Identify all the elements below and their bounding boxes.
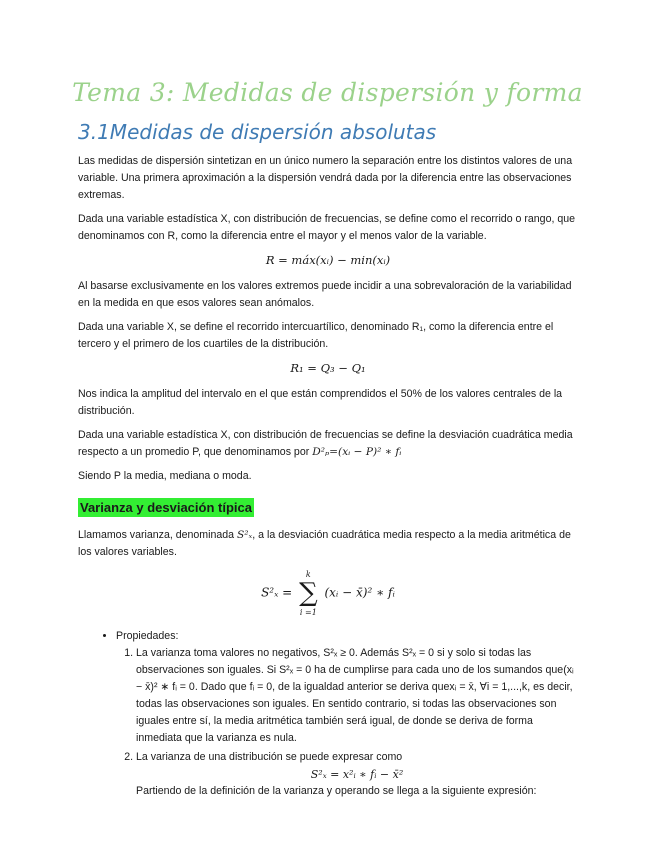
variance-symbol: S²ₓ [237, 529, 253, 541]
equation-iqr: R₁ = Q₃ − Q₁ [290, 361, 366, 375]
list-item [116, 628, 578, 800]
paragraph-deviation-definition [78, 427, 578, 461]
variance-text-b: , a la desviación cuadrática media respecto a la media aritmética de los valores variables. [78, 529, 571, 558]
paragraph-intro: Las medidas de dispersión sintetizan en un único numero la separación entre los distintos valores de una variable. Una primera aproximación a la dispersión vendrá dada por la diferencia entre las observaciones extremas. [78, 155, 573, 201]
variance-text-a: Llamamos varianza, denominada [78, 529, 235, 541]
highlighted-heading: Varianza y desviación típica [80, 500, 252, 515]
paragraph-range-definition: Dada una variable estadística X, con distribución de frecuencias, se define como el recorrido o rango, que denominamos con R, como la diferencia entre el mayor y el menos valor de la variable. [78, 213, 576, 242]
sum-rhs: (xᵢ − x̄)² ∗ fᵢ [324, 585, 395, 600]
properties-numbered-list [116, 645, 578, 800]
deviation-formula: D²ₚ=(xᵢ − P)² ∗ fᵢ [312, 446, 402, 458]
sum-upper-limit: k [305, 570, 311, 579]
list-item: 1. La varianza toma valores no negativos, S²ₓ ≥ 0. Además S²ₓ = 0 si y solo si todas las observaciones son iguales. Si S²ₓ = 0 ha de cumplirse para cada uno de los sumandos que(xᵢ − x̄)² ∗ fᵢ = 0. Dado que fᵢ = 0, de la igualdad anterior se deriva quexᵢ = x̄, ∀i = 1,...,k, es decir, todas las observaciones son iguales. En sentido contrario, si todas las observaciones son iguales entre sí, la media aritmética también será igual, de donde se deriva de forma inmediata que la varianza es nula. [136, 645, 578, 747]
paragraph-variance-definition [78, 527, 578, 561]
equation-range: R = máx(xᵢ) − min(xᵢ) [265, 253, 391, 267]
paragraph-iqr-definition: Dada una variable X, se define el recorrido intercuartílico, denominado R₁, como la diferencia entre el tercero y el primero de los cuartiles de la distribución. [78, 321, 554, 350]
list-item [136, 749, 578, 800]
sigma-symbol: ∑ [299, 578, 318, 608]
properties-label: Propiedades: [116, 630, 179, 642]
deviation-text: Dada una variable estadística X, con distribución de frecuencias se define la desviación cuadrática media respecto a un promedio P, que denominamos por [78, 429, 573, 458]
sum-lhs: S²ₓ = [261, 585, 293, 600]
section-heading: 3.1Medidas de dispersión absolutas [78, 120, 437, 144]
property-2-followup: Partiendo de la definición de la varianza y operando se llega a la siguiente expresión: [136, 785, 537, 797]
paragraph-range-note: Al basarse exclusivamente en los valores extremos puede incidir a una sobrevaloración de la variabilidad en la medida en que esos valores sean anómalos. [78, 280, 572, 309]
paragraph-iqr-note: Nos indica la amplitud del intervalo en el que están comprendidos el 50% de los valores centrales de la distribución. [78, 388, 563, 417]
sum-lower-limit: i =1 [299, 608, 317, 617]
equation-variance [78, 568, 578, 618]
summation [299, 568, 318, 618]
equation-variance-alt: S²ₓ = x²ᵢ ∗ fᵢ − x̄² [310, 768, 404, 781]
paragraph-promedio-note: Siendo P la media, mediana o moda. [78, 470, 252, 482]
property-2-text: La varianza de una distribución se puede expresar como [136, 751, 403, 763]
document-body [78, 153, 578, 802]
properties-list [78, 628, 578, 800]
page-title: Tema 3: Medidas de dispersión y forma [72, 78, 583, 107]
